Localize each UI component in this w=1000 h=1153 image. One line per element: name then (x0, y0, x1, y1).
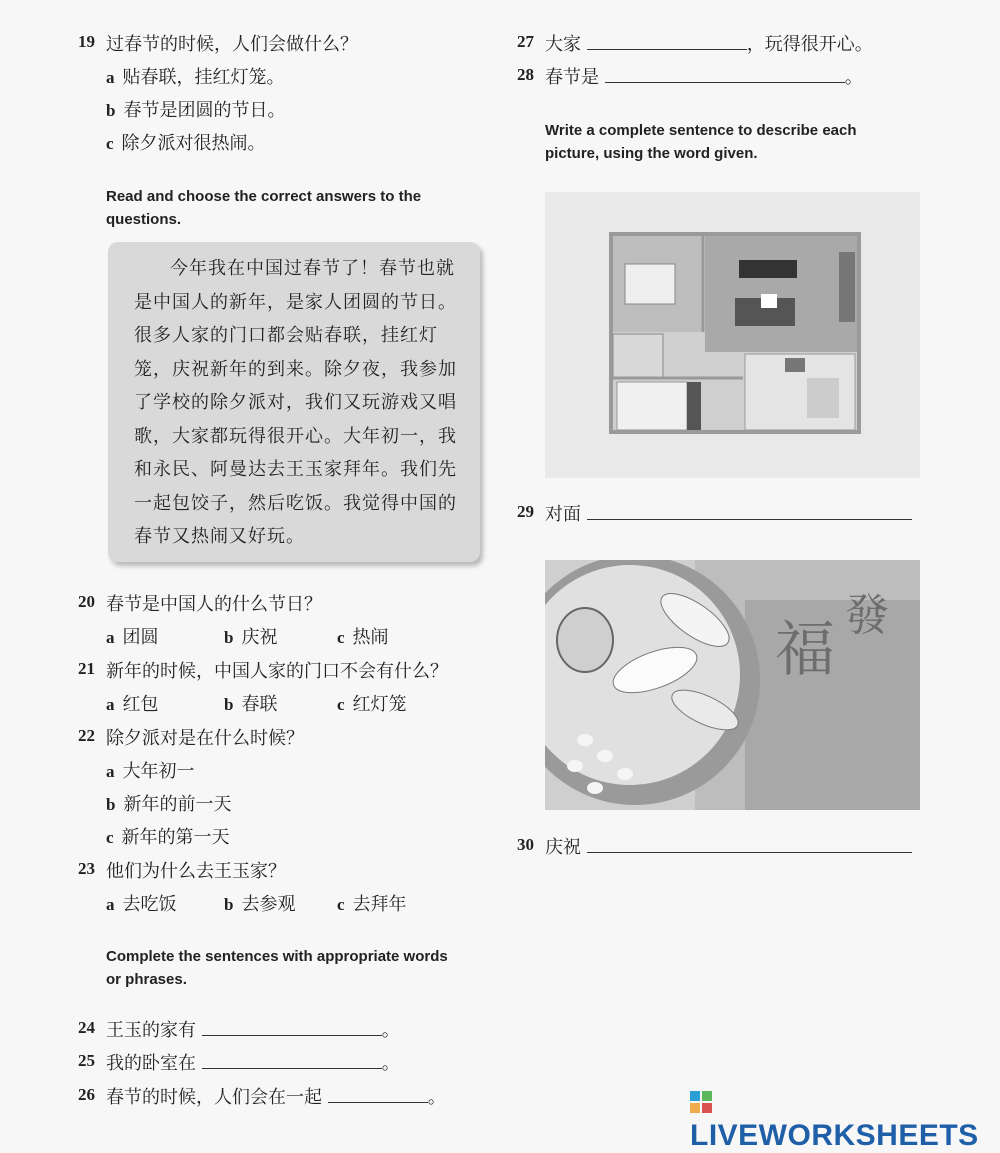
q28-answer-blank[interactable] (605, 64, 845, 83)
q21-option-c[interactable]: c 红灯笼 (337, 694, 407, 715)
q20-option-b[interactable]: b 庆祝 (224, 627, 278, 648)
reading-instruction: Read and choose the correct answers to the questions. (106, 188, 422, 228)
q25-sentence: 我的卧室在 。 (106, 1049, 400, 1075)
q22-option-c[interactable]: c 新年的第一天 (106, 827, 230, 848)
q24-number: 24 (78, 1018, 95, 1037)
q22-option-a[interactable]: a 大年初一 (106, 761, 195, 782)
q23-option-b[interactable]: b 去参观 (224, 894, 296, 915)
q22-text: 除夕派对是在什么时候？ (106, 728, 304, 749)
q23-number: 23 (78, 859, 95, 878)
q19-option-b[interactable]: b 春节是团圆的节日。 (106, 100, 286, 121)
q19-text: 过春节的时候，人们会做什么？ (106, 34, 358, 55)
q21-option-a[interactable]: a 红包 (106, 694, 159, 715)
svg-text:發: 發 (845, 590, 889, 641)
q21-text: 新年的时候，中国人家的门口不会有什么？ (106, 661, 448, 682)
picture-instruction: Write a complete sentence to describe each picture, using the word given. (545, 122, 857, 162)
q26-answer-blank[interactable] (328, 1084, 428, 1103)
q30-sentence: 庆祝 (545, 833, 912, 859)
q27-sentence: 大家 ，玩得很开心。 (545, 30, 873, 56)
q27-answer-blank[interactable] (587, 31, 747, 50)
q19-option-a[interactable]: a 贴春联，挂红灯笼。 (106, 67, 285, 88)
liveworksheets-logo-icon (690, 1091, 712, 1113)
q24-answer-blank[interactable] (202, 1017, 382, 1036)
q28-number: 28 (517, 65, 534, 84)
svg-text:福: 福 (775, 615, 835, 685)
q23-text: 他们为什么去王玉家？ (106, 861, 286, 882)
q23-option-c[interactable]: c 去拜年 (337, 894, 407, 915)
q20-option-c[interactable]: c 热闹 (337, 627, 389, 648)
liveworksheets-logo[interactable]: LIVEWORKSHEETS (690, 1085, 1000, 1153)
q22-option-b[interactable]: b 新年的前一天 (106, 794, 232, 815)
q25-number: 25 (78, 1051, 95, 1070)
q26-number: 26 (78, 1085, 95, 1104)
q19-option-c[interactable]: c 除夕派对很热闹。 (106, 133, 266, 154)
q29-sentence: 对面 (545, 500, 912, 526)
q26-sentence: 春节的时候，人们会在一起 。 (106, 1083, 446, 1109)
q27-number: 27 (517, 32, 534, 51)
q19-number: 19 (78, 32, 95, 51)
floorplan-image (545, 192, 920, 478)
q30-number: 30 (517, 835, 534, 854)
q30-answer-blank[interactable] (587, 834, 912, 853)
q24-sentence: 王玉的家有 。 (106, 1016, 400, 1042)
q29-number: 29 (517, 502, 534, 521)
q20-text: 春节是中国人的什么节日？ (106, 594, 322, 615)
q23-option-a[interactable]: a 去吃饭 (106, 894, 177, 915)
q25-answer-blank[interactable] (202, 1050, 382, 1069)
candy-image (545, 560, 920, 810)
q28-sentence: 春节是 。 (545, 63, 863, 89)
q20-number: 20 (78, 592, 95, 611)
complete-instruction: Complete the sentences with appropriate words or phrases. (106, 948, 448, 988)
q22-number: 22 (78, 726, 95, 745)
reading-passage-box (108, 242, 480, 562)
q29-answer-blank[interactable] (587, 501, 912, 520)
q21-option-b[interactable]: b 春联 (224, 694, 278, 715)
q21-number: 21 (78, 659, 95, 678)
reading-passage: 今年我在中国过春节了！春节也就是中国人的新年，是家人团圆的节日。很多人家的门口都会贴春联，挂红灯笼，庆祝新年的到来。除夕夜，我参加了学校的除夕派对，我们又玩游戏又唱歌，大家都玩得很开心。大年初一，我和永民、阿曼达去王玉家拜年。我们先一起包饺子，然后吃饭。我觉得中国的春节又热闹又好玩。 (134, 258, 457, 547)
q20-option-a[interactable]: a 团圆 (106, 627, 159, 648)
